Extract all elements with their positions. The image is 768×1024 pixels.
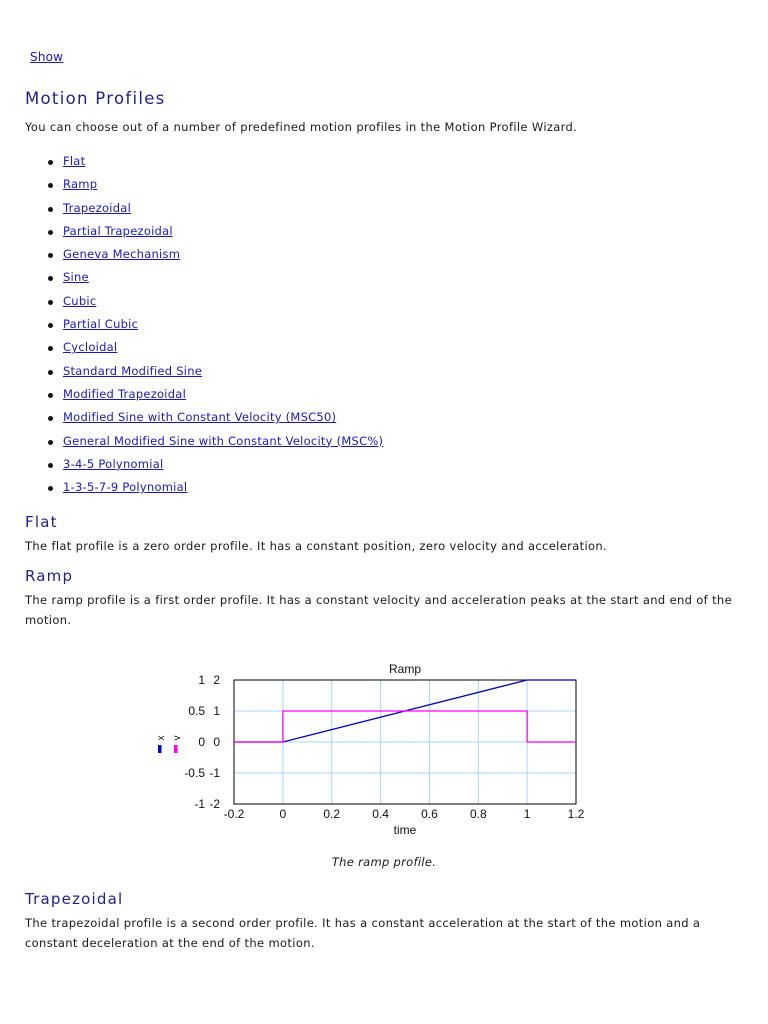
y-tick-label-left: 1 <box>198 673 205 687</box>
profile-link[interactable]: General Modified Sine with Constant Velocity (MSC%) <box>63 433 384 448</box>
intro-text: You can choose out of a number of predefined motion profiles in the Motion Profile Wizard. <box>25 120 578 134</box>
profile-link[interactable]: Geneva Mechanism <box>63 247 181 262</box>
legend-swatch-v <box>174 745 178 753</box>
bullet-icon <box>48 300 53 305</box>
profile-list-item <box>30 221 383 244</box>
profile-list-item <box>30 198 383 221</box>
profile-link[interactable]: Partial Cubic <box>63 317 139 332</box>
bullet-icon <box>48 370 53 375</box>
profile-list-item <box>30 477 383 500</box>
y-tick-label-right: -2 <box>209 797 220 811</box>
profile-list-item <box>30 407 383 430</box>
profile-list <box>30 151 383 500</box>
chart-title: Ramp <box>388 662 422 676</box>
bullet-icon <box>48 346 53 351</box>
bullet-icon <box>48 276 53 281</box>
page-title: Motion Profiles <box>25 89 166 108</box>
y-tick-label-right: 0 <box>213 735 220 749</box>
profile-link[interactable]: 3-4-5 Polynomial <box>63 456 164 471</box>
x-tick-label: 0 <box>279 807 287 821</box>
bullet-icon <box>48 393 53 398</box>
ramp-heading: Ramp <box>25 567 74 585</box>
y-tick-label-right: 1 <box>213 704 220 718</box>
legend-label-v: v <box>172 735 183 741</box>
y-tick-label-right: 2 <box>213 673 220 687</box>
ramp-chart-svg <box>150 644 590 850</box>
legend-label-x: x <box>156 735 167 741</box>
x-axis-label: time <box>393 823 417 837</box>
bullet-icon <box>48 440 53 445</box>
bullet-icon <box>48 160 53 165</box>
profile-list-item <box>30 454 383 477</box>
y-tick-label-left: 0.5 <box>188 704 205 718</box>
profile-link[interactable]: Ramp <box>63 177 98 192</box>
trapezoidal-text: The trapezoidal profile is a second order profile. It has a constant acceleration at the start of the motion and a constant deceleration at the end of the motion. <box>25 916 701 950</box>
y-tick-label-left: -1 <box>194 797 205 811</box>
profile-list-item <box>30 244 383 267</box>
y-tick-label-right: -1 <box>209 766 220 780</box>
x-tick-label: 1.2 <box>567 807 585 821</box>
x-tick-label: 1 <box>523 807 531 821</box>
flat-heading: Flat <box>25 513 58 531</box>
profile-link[interactable]: Sine <box>63 270 89 285</box>
bullet-icon <box>48 230 53 235</box>
profile-list-item <box>30 151 383 174</box>
profile-list-item <box>30 291 383 314</box>
profile-link[interactable]: Partial Trapezoidal <box>63 223 173 238</box>
legend-swatch-x <box>158 745 162 753</box>
bullet-icon <box>48 207 53 212</box>
ramp-chart <box>150 644 590 850</box>
bullet-icon <box>48 463 53 468</box>
profile-link[interactable]: Modified Sine with Constant Velocity (MSC50) <box>63 410 337 425</box>
profile-list-item <box>30 337 383 360</box>
y-tick-label-left: -0.5 <box>184 766 205 780</box>
profile-link[interactable]: 1-3-5-7-9 Polynomial <box>63 480 188 495</box>
show-link[interactable]: Show <box>30 50 64 64</box>
profile-link[interactable]: Cycloidal <box>63 340 118 355</box>
x-tick-label: 0.8 <box>469 807 487 821</box>
profile-list-item <box>30 314 383 337</box>
trapezoidal-heading: Trapezoidal <box>25 890 124 908</box>
legend-entry-v <box>172 736 183 741</box>
ramp-text: The ramp profile is a first order profile. It has a constant velocity and acceleration peaks at the start and end of the motion. <box>25 593 732 627</box>
profile-link[interactable]: Standard Modified Sine <box>63 363 203 378</box>
profile-list-item <box>30 384 383 407</box>
x-tick-label: 0.4 <box>372 807 389 821</box>
flat-text: The flat profile is a zero order profile. It has a constant position, zero velocity and acceleration. <box>25 539 608 553</box>
profile-link[interactable]: Trapezoidal <box>63 200 132 215</box>
x-tick-label: -0.2 <box>223 807 245 821</box>
profile-list-item <box>30 174 383 197</box>
profile-list-item <box>30 267 383 290</box>
profile-link[interactable]: Cubic <box>63 293 97 308</box>
ramp-caption: The ramp profile. <box>331 855 437 869</box>
x-tick-label: 0.6 <box>421 807 438 821</box>
bullet-icon <box>48 323 53 328</box>
bullet-icon <box>48 416 53 421</box>
profile-link[interactable]: Flat <box>63 154 86 168</box>
profile-link[interactable]: Modified Trapezoidal <box>63 386 187 401</box>
x-tick-label: 0.2 <box>323 807 341 821</box>
y-tick-label-left: 0 <box>198 735 205 749</box>
profile-list-item <box>30 361 383 384</box>
bullet-icon <box>48 253 53 258</box>
legend-entry-x <box>156 736 167 741</box>
bullet-icon <box>48 486 53 491</box>
bullet-icon <box>48 183 53 188</box>
profile-list-item <box>30 431 383 454</box>
